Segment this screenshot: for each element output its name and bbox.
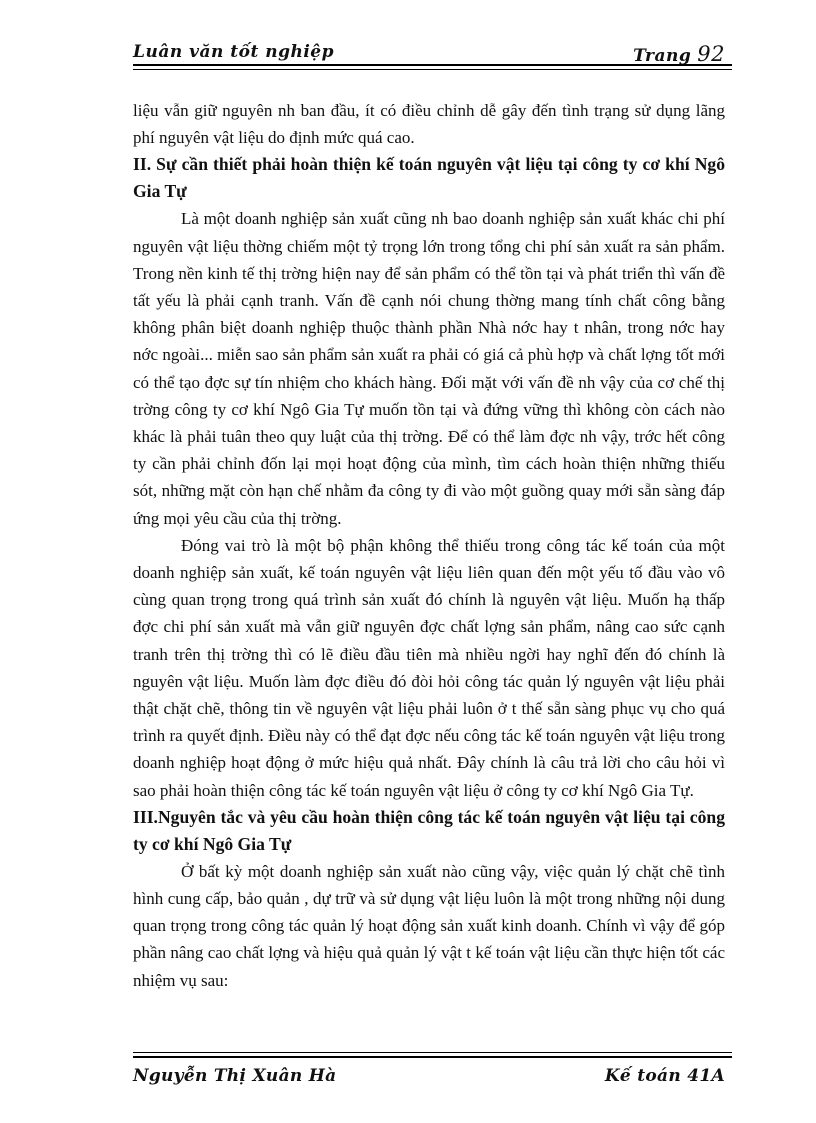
paragraph-role-of-accounting: Đóng vai trò là một bộ phận không thể thiếu trong công tác kế toán của một doanh nghiệp sản xuất, kế toán nguyên vật liệu liên quan đến một yếu tố đầu vào vô cùng quan trọng trong quá trình sản xuất đó chính là nguyên vật liệu. Muốn hạ thấp đợc chi phí sản xuất mà vẫn giữ nguyên đợc chất lợng sản phẩm, nâng cao sức cạnh tranh trên thị trờng thì có lẽ điều đầu tiên mà nhiều ngời hay nghĩ đến đó chính là nguyên vật liệu. Muốn làm đợc điều đó đòi hỏi công tác quản lý nguyên vật liệu phải thật chặt chẽ, thông tin về nguyên vật liệu phải luôn ở t thế sẵn sàng phục vụ cho quá trình ra quyết định. Điều này có thể đạt đợc nếu công tác kế toán nguyên vật liệu trong doanh nghiệp hoạt động ở mức hiệu quả nhất. Đây chính là câu trả lời cho câu hỏi vì sao phải hoàn thiện công tác kế toán nguyên vật liệu ở công ty cơ khí Ngô Gia Tự. bbox=[133, 535, 725, 800]
header-page-word: Trang bbox=[633, 46, 692, 66]
header-rule-thick bbox=[133, 64, 732, 66]
page-header bbox=[133, 40, 725, 64]
header-rule-thin bbox=[133, 69, 732, 70]
footer-author: Nguyễn Thị Xuân Hà bbox=[133, 1066, 337, 1086]
paragraph-continuation: liệu vẫn giữ nguyên nh ban đầu, ít có điều chỉnh dễ gây đến tình trạng sử dụng lãng phí nguyên vật liệu do định mức quá cao. bbox=[133, 101, 725, 148]
section-heading-ii: II. Sự cần thiết phải hoàn thiện kế toán nguyên vật liệu tại công ty cơ khí Ngô Gia Tự bbox=[133, 154, 725, 202]
page-body bbox=[133, 97, 725, 994]
header-page-label bbox=[633, 42, 725, 66]
footer-class: Kế toán 41A bbox=[604, 1066, 725, 1086]
section-heading-iii: III.Nguyên tắc và yêu cầu hoàn thiện công tác kế toán nguyên vật liệu tại công ty cơ khí Ngô Gia Tự bbox=[133, 806, 725, 854]
paragraph-management-tasks: Ở bất kỳ một doanh nghiệp sản xuất nào cũng vậy, việc quản lý chặt chẽ tình hình cung cấp, bảo quản , dự trữ và sử dụng vật liệu luôn là một trong những nội dung quan trọng trong công tác quản lý hoạt động sản xuất kinh doanh. Chính vì vậy để góp phần nâng cao chất lợng và hiệu quả quản lý vật t kế toán vật liệu cần thực hiện tốt các nhiệm vụ sau: bbox=[133, 861, 725, 990]
paragraph-competition: Là một doanh nghiệp sản xuất cũng nh bao doanh nghiệp sản xuất khác chi phí nguyên vật liệu thờng chiếm một tỷ trọng lớn trong tổng chi phí sản xuất ra sản phẩm. Trong nền kinh tế thị trờng hiện nay để sản phẩm có thể tồn tại và phát triển thì vấn đề tất yếu là phải cạnh tranh. Vấn đề cạnh nói chung thờng mang tính chất công bằng không phân biệt doanh nghiệp thuộc thành phần Nhà nớc hay t nhân, trong nớc hay nớc ngoài... miễn sao sản phẩm sản xuất ra phải có giá cả phù hợp và chất lợng tốt mới có thể tạo đợc sự tín nhiệm cho khách hàng. Đối mặt với vấn đề nh vậy của cơ chế thị trờng công ty cơ khí Ngô Gia Tự muốn tồn tại và đứng vững thì không còn cách nào khác là phải tuân theo quy luật của thị trờng. Để có thể làm đợc nh vậy, trớc hết công ty cần phải chỉnh đốn lại mọi hoạt động của mình, tìm cách hoàn thiện những thiếu sót, những mặt còn hạn chế nhằm đa công ty đi vào một guồng quay mới sẵn sàng đáp ứng mọi yêu cầu của thị trờng. bbox=[133, 209, 725, 528]
footer-rule-thin bbox=[133, 1052, 732, 1053]
footer-rule-thick bbox=[133, 1056, 732, 1058]
header-thesis-title: Luân văn tốt nghiệp bbox=[133, 42, 335, 62]
page-footer bbox=[133, 1066, 725, 1090]
header-page-number: 92 bbox=[697, 42, 725, 66]
